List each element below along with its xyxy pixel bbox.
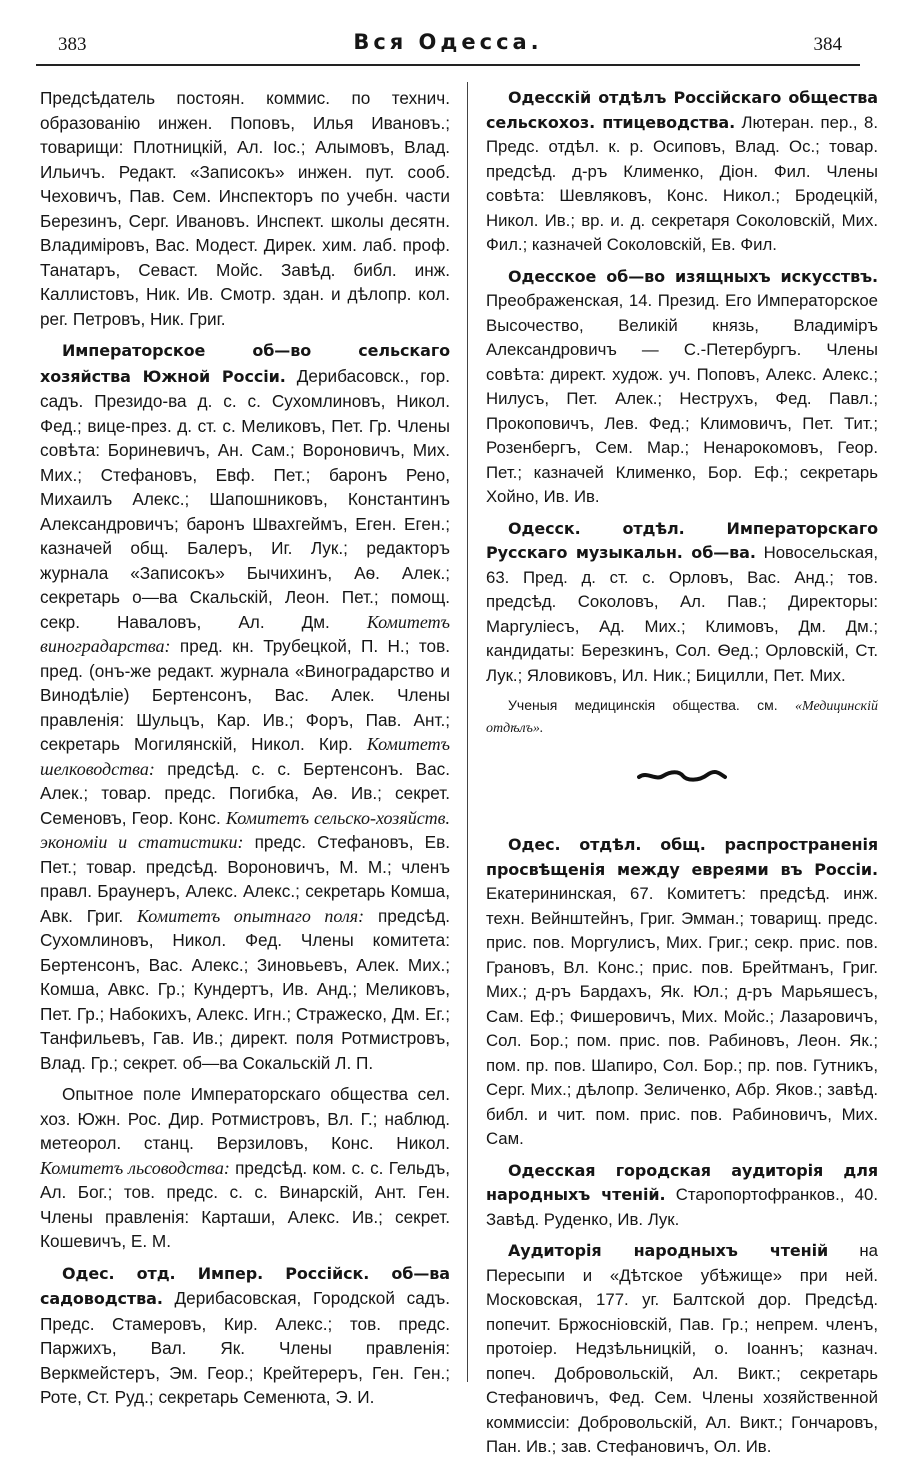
committee-title: Комитетъ сельско-хозяйств. экономіи и статистики:: [40, 807, 450, 852]
entry-text: на Пересыпи и «Дѣтское убѣжище» при ней. Московская, 177. уг. Балтской дор. Предсѣд. попечит. Бржосніовскій, Пав. Гр.; непрем. членъ, протоіер. Недзѣльницкій, о. Іоаннъ; казнач. попеч. Добровольскій, Ал. Викт.; секретарь Стефановичъ, Фед. Сем. Члены хозяйственной коммиссіи: Добровольскій, Ал. Викт.; Гончаровъ, Пан. Ив.; зав. Стефановичъ, Ол. Ив.: [486, 1241, 878, 1456]
entry-text: предс. Стефановъ, Ев. Пет.; товар. предсѣд. Вороновичъ, М. М.; членъ правл. Браунеръ, Алекс. Алекс.; секретарь Комша, Авк. Григ.: [40, 832, 450, 926]
entry-text: предсѣд. с. с. Бертенсонъ. Вас. Алек.; товар. предс. Погибка, Аѳ. Ив.; секрет. Семеновъ, Геор. Конс.: [40, 758, 450, 828]
left-entry-3: [40, 1082, 450, 1254]
entry-text: Дерибасовская, Городской садъ. Предс. Стамеровъ, Кир. Алекс.; тов. предс. Паржихъ, Вал. Як. Члены правленія: Веркмейстеръ, Эм. Геор.; Крейтереръ, Ген. Ген.; Роте, Ст. Руд.; секретарь Семенюта, Э. И.: [40, 1288, 450, 1407]
right-column: [486, 86, 878, 1467]
left-entry-1: Предсѣдатель постоян. коммис. по технич. образованію инжен. Поповъ, Илья Ивановъ.; товарищи: Плотницкій, Ал. Іос.; Алымовъ, Влад. Ильичъ. Редакт. «Записокъ» инжен. пут. сооб. Чеховичъ, Пав. Сем. Инспекторъ по учебн. части Березинъ, Серг. Ивановъ. Инспект. школы десятн. Владиміровъ, Вас. Модест. Дирек. хим. лаб. проф. Танатаръ, Севаст. Мойс. Завѣд. библ. инж. Каллистовъ, Ник. Ив. Смотр. здан. и дѣлопр. кол. рег. Петровъ, Ник. Григ.: [40, 88, 450, 329]
right-entry-1: [486, 86, 878, 258]
page-header: [36, 30, 860, 66]
entry-text: Новосельская, 63. Пред. д. ст. с. Орловъ, Вас. Анд.; тов. предсѣд. Соколовъ, Ал. Пав.; Директоры: Маргуліесъ, Ад. Мих.; Климовъ, Дм. Дм.; кандидаты: Березкинъ, Сол. Ѳед.; Орловскій, Ст. Лук.; Яловиковъ, Ил. Ник.; Бицилли, Пет. Мих.: [486, 543, 878, 685]
page-number-left: 383: [58, 34, 87, 55]
committee-title: Комитетъ виноградарства:: [40, 611, 450, 656]
running-title: Вся Одесса.: [353, 30, 543, 54]
entry-text: Лютеран. пер., 8. Предс. отдѣл. к. р. Осиповъ, Влад. Ос.; товар. предсѣд. д-ръ Клименко, Діон. Фил. Члены совѣта: Шевляковъ, Конс. Никол.; Бродецкій, Никол. Ив.; вр. и. д. секретаря Соколовскій, Мих. Фил.; казначей Соколовскій, Ев. Фил.: [486, 112, 878, 254]
right-entry-6: [486, 1239, 878, 1460]
entry-text: Старопортофранков., 40. Завѣд. Руденко, Ив. Лук.: [486, 1185, 878, 1229]
right-entry-3: [486, 517, 878, 689]
entry-text: Опытное поле Императорскаго общества сел. хоз. Южн. Рос. Дир. Ротмистровъ, Вл. Г.; наблюд. метеорол. станц. Верзиловъ, Конс. Никол.: [40, 1084, 450, 1153]
note-reference: «Медицинскій отдѣлъ».: [486, 699, 878, 736]
committee-title: Комитетъ льсоводства:: [40, 1157, 230, 1178]
left-entry-4: [40, 1261, 450, 1410]
committee-title: Комитетъ шелководства:: [40, 734, 450, 779]
entry-heading: Аудиторія народныхъ чтеній: [508, 1241, 829, 1260]
entry-text: Дерибасовск., гор. садъ. Президо-ва д. с. с. Сухомлиновъ, Никол. Фед.; вице-през. д. ст. с. Меликовъ, Пет. Гр. Члены совѣта: Бориневичъ, Ан. Сам.; Вороновичъ, Мих. Мих.; Стефановъ, Евф. Пет.; баронъ Рено, Михаилъ Алекс.; Шапошниковъ, Константинъ Александровичъ; баронъ Швахгеймъ, Еген. Еген.; казначей общ. Балеръ, Иг. Лук.; редакторъ журнала «Записокъ» Бычихинъ, Аѳ. Алек.; секретарь о—ва Скальскій, Леон. Пет.; помощ. секр. Наваловъ, Ал. Дм.: [40, 365, 450, 632]
entry-heading: Императорское об—во сельскаго хозяйства Южной Россіи.: [40, 341, 450, 386]
entry-text: предсѣд. ком. с. с. Гельдъ, Ал. Бог.; тов. предс. с. с. Винарскій, Ант. Ген. Члены правленія: Карташи, Алекс. Ив.; секрет. Кошевичъ, Е. М.: [40, 1157, 450, 1251]
left-column: [40, 86, 450, 1417]
page-number-right: 384: [813, 34, 842, 55]
entry-text: пред. кн. Трубецкой, П. Н.; тов. пред. (онъ-же редакт. журнала «Виноградарство и Винодѣліе) Бертенсонъ, Вас. Алек. Члены правленія: Шульцъ, Кар. Ив.; Форъ, Пав. Ант.; секретарь Могилянскій, Никол. Кир.: [40, 636, 450, 754]
right-entry-2: [486, 265, 878, 510]
cross-reference-note: [486, 695, 878, 739]
entry-heading: Одесская городская аудиторія для народныхъ чтеній.: [486, 1160, 878, 1204]
entry-heading: Одесское об—во изящныхъ искусствъ.: [508, 266, 878, 286]
left-entry-2: [40, 338, 450, 1075]
entry-text: Преображенская, 14. Презид. Его Императорское Высочество, Великій князь, Владиміръ Александровичъ — С.-Петербургъ. Члены совѣта: директ. худож. уч. Поповъ, Алекс. Алекс.; Нилусъ, Пет. Алек.; Неструхъ, Фед. Павл.; Прокоповичъ, Лев. Фед.; Климовичъ, Пет. Тит.; Розенбергъ, Сем. Мар.; Ненарокомовъ, Геор. Пет.; казначей Клименко, Бор. Еф.; секретарь Хойно, Ив. Ив.: [486, 291, 878, 506]
note-text: Ученыя медицинскія общества. см.: [508, 697, 795, 713]
ornament-divider-icon: [637, 769, 727, 783]
entry-heading: Одесск. отдѣл. Императорскаго Русскаго музыкальн. об—ва.: [486, 518, 878, 562]
committee-title: Комитетъ опытнаго поля:: [137, 905, 365, 926]
entry-text: Екатерининская, 67. Комитетъ: предсѣд. инж. техн. Вейнштейнъ, Григ. Эмман.; товарищ. предс. прис. пов. Моргулисъ, Мих. Григ.; секр. прис. пов. Грановъ, Вл. Конс.; прис. пов. Брейтманъ, Григ. Мих.; д-ръ Бардахъ, Як. Юл.; д-ръ Марьяшесъ, Сам. Еф.; Фишеровичъ, Мих. Мойс.; Лазаровичъ, Сол. Бор.; пом. прис. пов. Рабиновъ, Леон. Як.; пом. пр. пов. Шапиро, Сол. Бор.; пр. пов. Гутникъ, Серг. Мих.; дѣлопр. Зеличенко, Абр. Яков.; завѣд. библ. и чит. пом. прис. пов. Рабиновичъ, Мих. Сам.: [486, 884, 878, 1148]
column-divider: [467, 82, 468, 1382]
right-entry-5: [486, 1159, 878, 1233]
entry-text: предсѣд. Сухомлиновъ, Никол. Фед. Члены комитета: Бертенсонъ, Вас. Алекс.; Зиновьевъ, Алек. Мих.; Комша, Авкс. Гр.; Кундертъ, Ив. Анд.; Меликовъ, Пет. Гр.; Набокихъ, Алекс. Игн.; Стражеско, Дм. Ег.; Танфильевъ, Гав. Ив.; директ. поля Ротмистровъ, Влад. Гр.; секрет. об—ва Сокальскій Л. П.: [40, 905, 451, 1073]
entry-heading: Одесскій отдѣлъ Россійскаго общества сельскохоз. птицеводства.: [486, 88, 878, 132]
entry-heading: Одес. отдѣл. общ. распространенія просвѣщенія между евреями въ Россіи.: [486, 835, 878, 879]
entry-heading: Одес. отд. Импер. Россійск. об—ва садоводства.: [40, 1263, 450, 1308]
right-entry-4: [486, 833, 878, 1152]
